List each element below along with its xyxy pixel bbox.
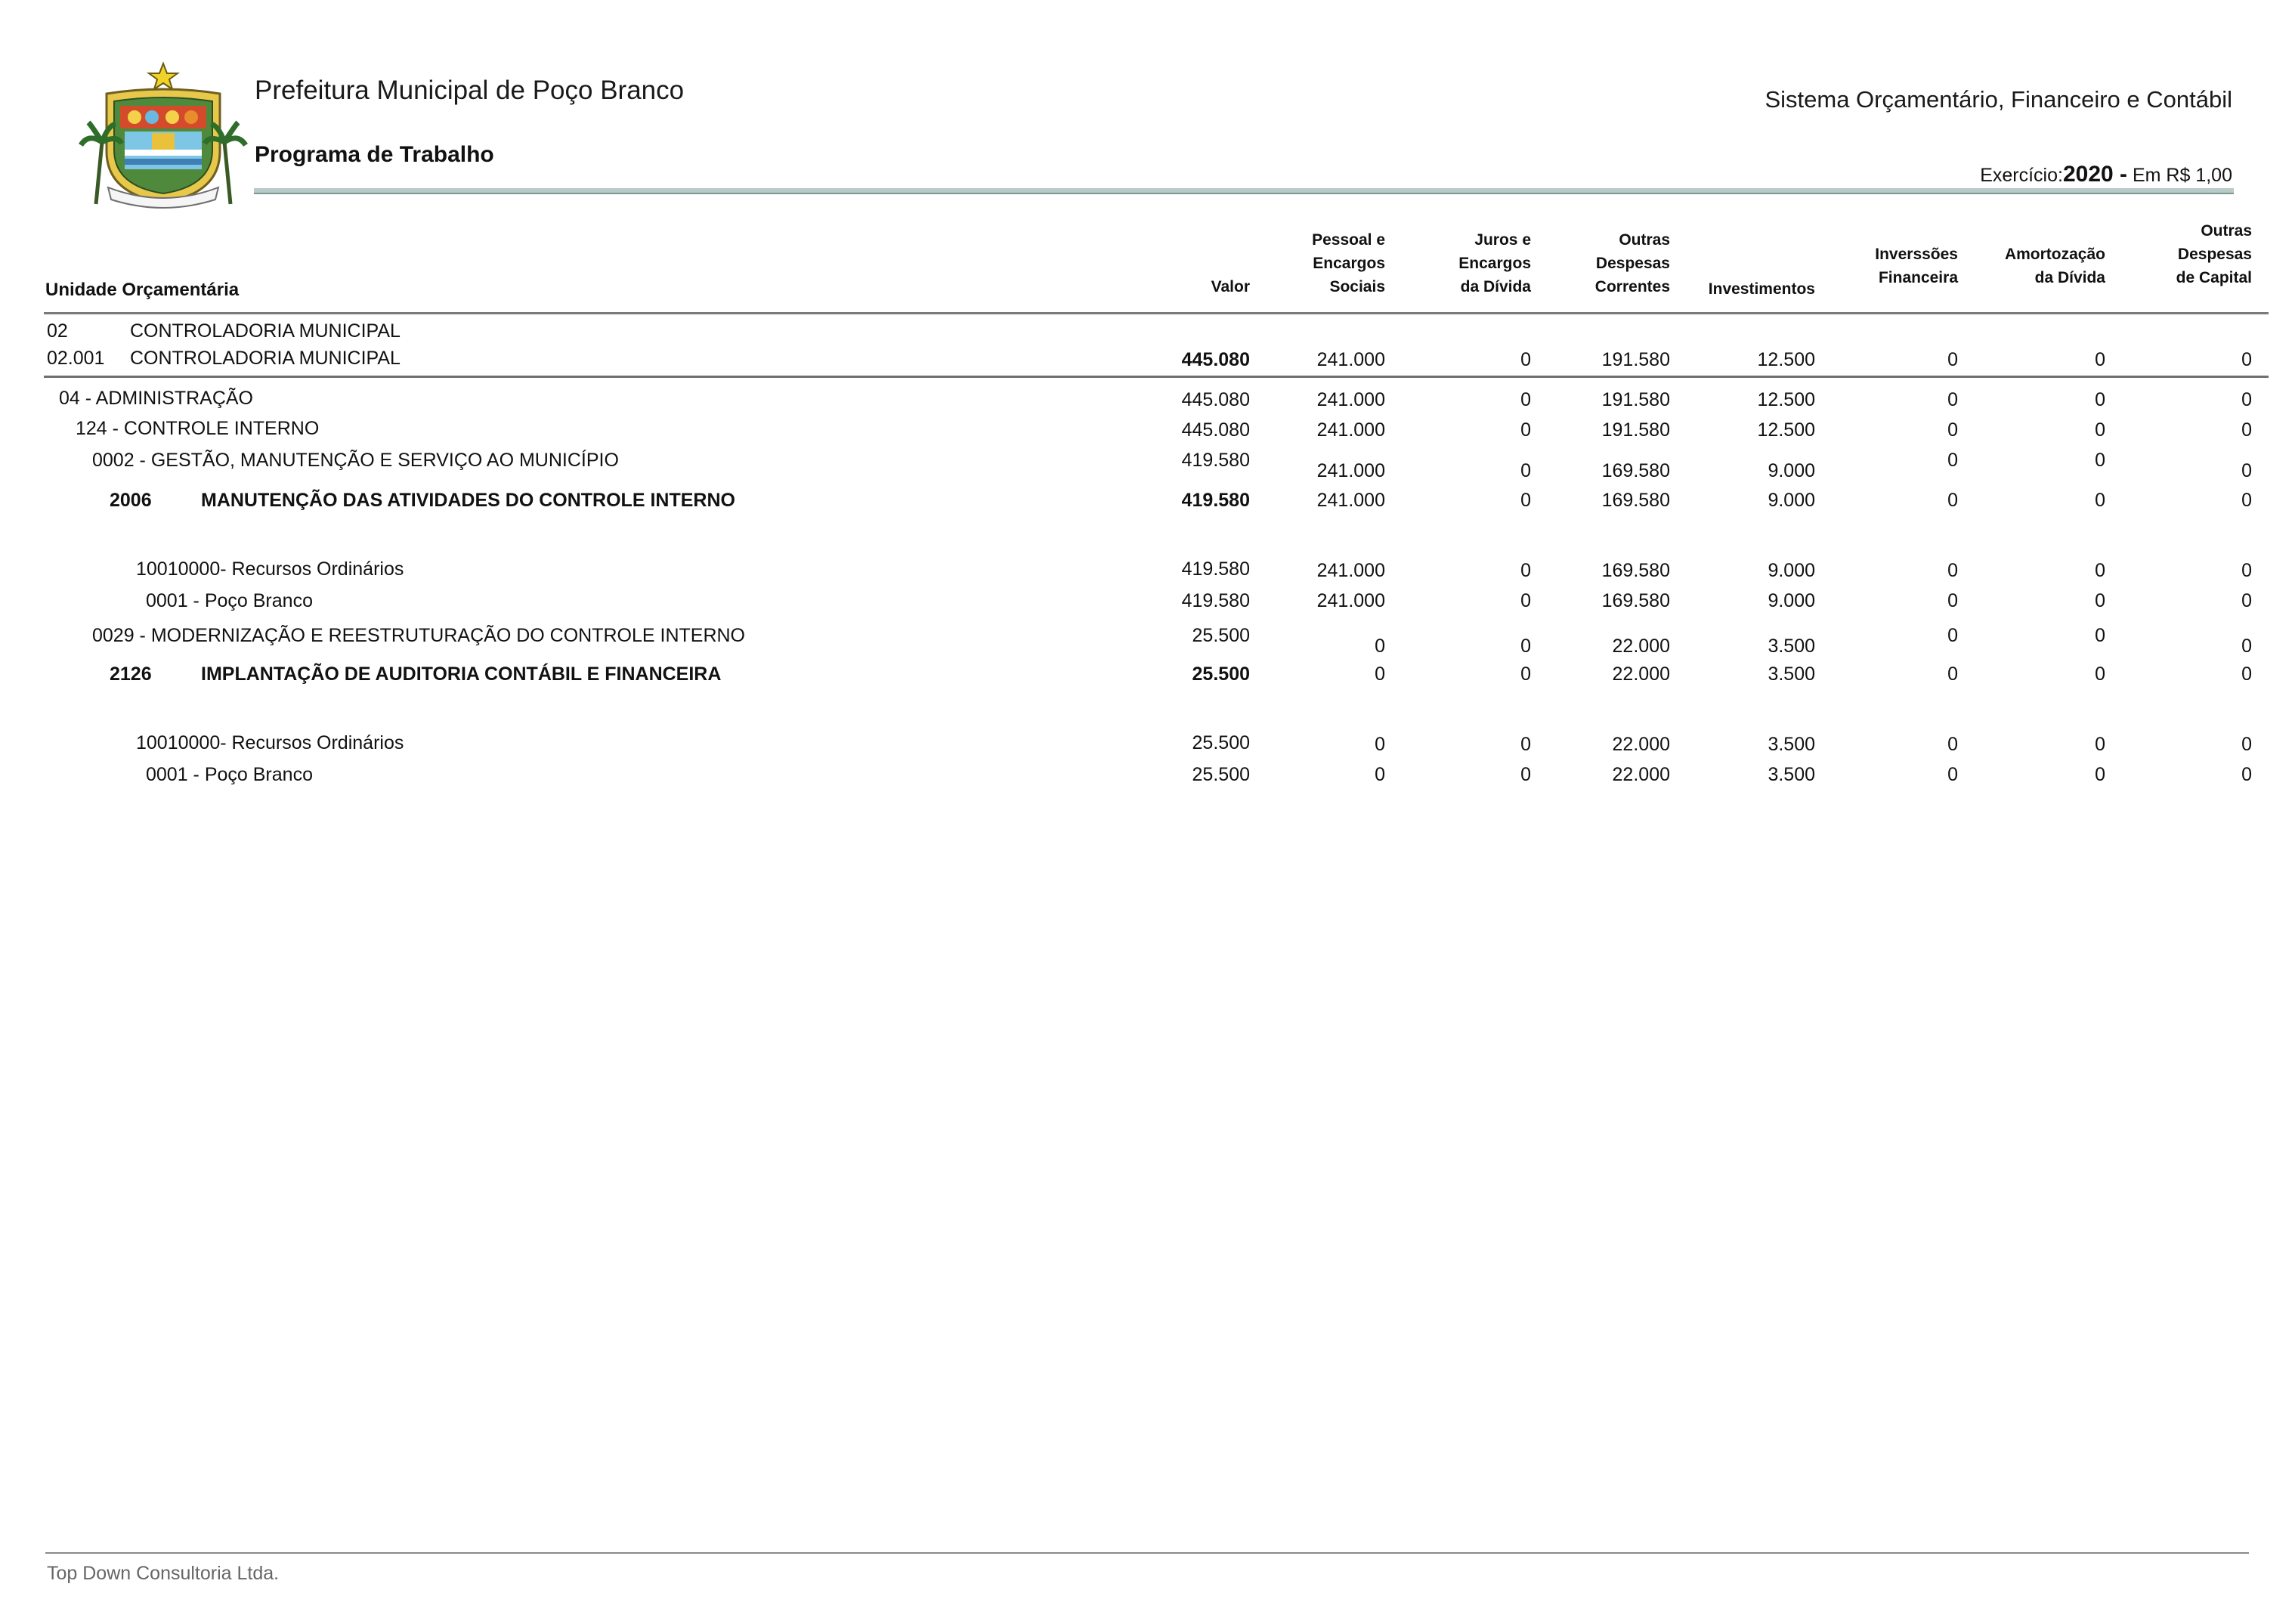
row-label: 0001 - Poço Branco xyxy=(146,590,313,611)
row-value: 22.000 xyxy=(1612,664,1670,685)
row-value: 9.000 xyxy=(1768,490,1815,511)
row-value: 0 xyxy=(2095,389,2105,410)
row-label: 0029 - MODERNIZAÇÃO E REESTRUTURAÇÃO DO CONTROLE INTERNO xyxy=(92,625,746,646)
row-value: 241.000 xyxy=(1316,460,1385,481)
row-value: 0 xyxy=(1520,764,1531,785)
row-value: 0 xyxy=(1520,490,1531,511)
unit-value: 0 xyxy=(1520,349,1531,370)
municipal-coat-of-arms xyxy=(78,60,249,209)
row-value: 169.580 xyxy=(1601,560,1670,581)
row-label: 0001 - Poço Branco xyxy=(146,764,313,785)
row-value: 0 xyxy=(1947,764,1958,785)
row-value: 0 xyxy=(1520,590,1531,611)
unit-value: 445.080 xyxy=(1181,349,1250,370)
column-header-line: Despesas xyxy=(1595,255,1670,272)
column-header-line: Encargos xyxy=(1313,255,1385,272)
row-value: 25.500 xyxy=(1192,625,1250,646)
row-value: 445.080 xyxy=(1181,419,1250,441)
row-value: 0 xyxy=(1375,664,1385,685)
action-code: 2126 xyxy=(110,664,152,685)
footer-company: Top Down Consultoria Ltda. xyxy=(47,1563,280,1584)
row-value: 0 xyxy=(1520,560,1531,581)
unit-value: 241.000 xyxy=(1316,349,1385,370)
row-value: 25.500 xyxy=(1192,732,1250,753)
unit-rule xyxy=(44,376,2269,378)
row-value: 419.580 xyxy=(1181,490,1250,511)
row-value: 0 xyxy=(2095,419,2105,441)
action-code: 2006 xyxy=(110,490,152,511)
row-value: 0 xyxy=(1947,419,1958,441)
unit-value: 0 xyxy=(2095,349,2105,370)
column-header-line: de Capital xyxy=(2176,269,2252,286)
column-header-line: Outras xyxy=(2201,222,2252,240)
row-value: 22.000 xyxy=(1612,636,1670,657)
row-value: 0 xyxy=(1520,734,1531,755)
action-name: MANUTENÇÃO DAS ATIVIDADES DO CONTROLE INTERNO xyxy=(201,490,735,511)
row-value: 0 xyxy=(2095,664,2105,685)
row-value: 12.500 xyxy=(1757,389,1815,410)
row-value: 0 xyxy=(2241,460,2252,481)
row-value: 419.580 xyxy=(1181,450,1250,471)
page-title: Prefeitura Municipal de Poço Branco xyxy=(255,76,685,105)
row-value: 169.580 xyxy=(1601,460,1670,481)
unit-value: 191.580 xyxy=(1601,349,1670,370)
row-value: 0 xyxy=(2095,590,2105,611)
row-value: 9.000 xyxy=(1768,560,1815,581)
row-value: 0 xyxy=(1947,664,1958,685)
row-value: 241.000 xyxy=(1316,590,1385,611)
row-value: 0 xyxy=(1947,734,1958,755)
row-value: 9.000 xyxy=(1768,460,1815,481)
row-label: 124 - CONTROLE INTERNO xyxy=(76,418,320,439)
row-value: 0 xyxy=(1520,636,1531,657)
row-value: 0 xyxy=(2095,625,2105,646)
unit-name: CONTROLADORIA MUNICIPAL xyxy=(130,348,401,369)
row-label: 10010000- Recursos Ordinários xyxy=(136,558,404,580)
row-value: 0 xyxy=(1520,460,1531,481)
report-subtitle: Programa de Trabalho xyxy=(255,142,494,167)
row-value: 25.500 xyxy=(1192,664,1250,685)
row-value: 0 xyxy=(2095,734,2105,755)
row-label: 0002 - GESTÃO, MANUTENÇÃO E SERVIÇO AO MUNICÍPIO xyxy=(92,450,619,471)
exercise-info xyxy=(1980,162,2232,187)
column-header-line: Sociais xyxy=(1329,278,1385,295)
column-header-line: Valor xyxy=(1211,278,1250,295)
row-value: 3.500 xyxy=(1768,664,1815,685)
column-header-line: da Dívida xyxy=(1460,278,1531,295)
system-name: Sistema Orçamentário, Financeiro e Contábil xyxy=(1765,86,2232,113)
unit-value: 0 xyxy=(1947,349,1958,370)
column-header-line: Inverssões xyxy=(1875,246,1958,263)
currency-note: Em R$ 1,00 xyxy=(2132,165,2232,186)
unit-name: CONTROLADORIA MUNICIPAL xyxy=(130,320,401,342)
row-value: 9.000 xyxy=(1768,590,1815,611)
row-value: 0 xyxy=(1947,490,1958,511)
column-header-line: da Dívida xyxy=(2034,269,2105,286)
row-label: 10010000- Recursos Ordinários xyxy=(136,732,404,753)
column-header-line: Amortozação xyxy=(2004,246,2105,263)
row-value: 0 xyxy=(1375,764,1385,785)
row-value: 0 xyxy=(1520,664,1531,685)
column-header-line: Despesas xyxy=(2177,246,2252,263)
row-value: 3.500 xyxy=(1768,734,1815,755)
row-value: 3.500 xyxy=(1768,764,1815,785)
row-value: 0 xyxy=(1947,450,1958,471)
row-value: 241.000 xyxy=(1316,560,1385,581)
row-value: 22.000 xyxy=(1612,734,1670,755)
row-value: 419.580 xyxy=(1181,558,1250,580)
row-value: 0 xyxy=(1375,636,1385,657)
row-value: 0 xyxy=(1947,560,1958,581)
row-value: 445.080 xyxy=(1181,389,1250,410)
row-value: 241.000 xyxy=(1316,490,1385,511)
row-value: 241.000 xyxy=(1316,389,1385,410)
row-label: 04 - ADMINISTRAÇÃO xyxy=(59,388,253,409)
row-value: 0 xyxy=(2241,490,2252,511)
row-value: 0 xyxy=(2241,590,2252,611)
row-value: 0 xyxy=(2095,764,2105,785)
row-value: 241.000 xyxy=(1316,419,1385,441)
column-header-line: Outras xyxy=(1619,231,1670,249)
exercise-label: Exercício: xyxy=(1980,165,2063,186)
row-value: 3.500 xyxy=(1768,636,1815,657)
row-value: 22.000 xyxy=(1612,764,1670,785)
row-value: 0 xyxy=(1520,389,1531,410)
unit-code: 02.001 xyxy=(47,348,105,369)
header-rule xyxy=(44,312,2269,314)
footer-divider xyxy=(45,1552,2249,1554)
column-header-line: Encargos xyxy=(1458,255,1531,272)
header-divider-shadow xyxy=(254,193,2234,194)
row-value: 0 xyxy=(1375,734,1385,755)
row-value: 0 xyxy=(2241,636,2252,657)
row-value: 0 xyxy=(2241,764,2252,785)
row-value: 0 xyxy=(2095,450,2105,471)
row-value: 0 xyxy=(1520,419,1531,441)
column-header-line: Correntes xyxy=(1594,278,1670,295)
unit-column-header: Unidade Orçamentária xyxy=(45,280,240,300)
column-header-line: Financeira xyxy=(1878,269,1958,286)
exercise-year: 2020 - xyxy=(2062,162,2128,187)
row-value: 0 xyxy=(2241,560,2252,581)
row-value: 0 xyxy=(2241,389,2252,410)
row-value: 191.580 xyxy=(1601,419,1670,441)
column-header-line: Juros e xyxy=(1474,231,1531,249)
row-value: 0 xyxy=(2241,664,2252,685)
column-header-line: Pessoal e xyxy=(1312,231,1385,249)
row-value: 0 xyxy=(2095,560,2105,581)
column-header-line: Investimentos xyxy=(1708,280,1815,298)
row-value: 419.580 xyxy=(1181,590,1250,611)
row-value: 169.580 xyxy=(1601,590,1670,611)
unit-value: 0 xyxy=(2241,349,2252,370)
row-value: 0 xyxy=(1947,389,1958,410)
action-name: IMPLANTAÇÃO DE AUDITORIA CONTÁBIL E FINANCEIRA xyxy=(201,664,722,685)
row-value: 169.580 xyxy=(1601,490,1670,511)
row-value: 0 xyxy=(2241,419,2252,441)
row-value: 0 xyxy=(2241,734,2252,755)
unit-value: 12.500 xyxy=(1757,349,1815,370)
row-value: 25.500 xyxy=(1192,764,1250,785)
row-value: 0 xyxy=(2095,490,2105,511)
unit-code: 02 xyxy=(47,320,68,342)
row-value: 191.580 xyxy=(1601,389,1670,410)
row-value: 12.500 xyxy=(1757,419,1815,441)
row-value: 0 xyxy=(1947,590,1958,611)
row-value: 0 xyxy=(1947,625,1958,646)
